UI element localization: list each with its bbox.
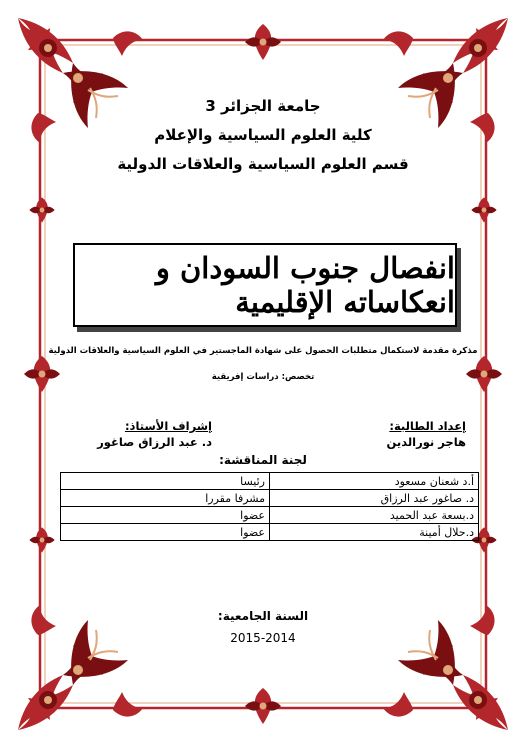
academic-year-label: السنة الجامعية: — [217, 609, 309, 623]
member-name: د. صاغور عبد الرزاق — [270, 490, 479, 507]
university-name: جامعة الجزائر 3 — [205, 97, 321, 115]
supervisor-name: د. عبد الرزاق صاغور — [97, 435, 212, 449]
department-name: قسم العلوم السياسية والعلاقات الدولية — [117, 155, 409, 173]
faculty-name: كلية العلوم السياسية والإعلام — [154, 126, 372, 144]
member-role: عضوا — [61, 507, 270, 524]
student-label: إعداد الطالبة: — [389, 419, 466, 433]
member-role: رئيسا — [61, 473, 270, 490]
committee-table — [60, 472, 479, 541]
member-name: د.بسعة عبد الحميد — [270, 507, 479, 524]
thesis-title: انفصال جنوب السودان و انعكاساته الإقليمية — [155, 251, 455, 319]
committee-title: لجنة المناقشة: — [219, 453, 307, 467]
member-role: عضوا — [61, 524, 270, 541]
specialization: تخصص: دراسات إفريقية — [211, 372, 315, 382]
table-row — [61, 524, 479, 541]
member-name: أ.د شعنان مسعود — [270, 473, 479, 490]
thesis-memo: مذكرة مقدمة لاستكمال متطلبات الحصول على شهادة الماجستير في العلوم السياسية والعلاقات الدولية — [48, 346, 478, 356]
supervisor-label: إشراف الأستاذ: — [124, 419, 212, 433]
thesis-title-box — [73, 243, 457, 327]
table-row — [61, 473, 479, 490]
table-row — [61, 507, 479, 524]
academic-year-value: 2015-2014 — [230, 631, 296, 645]
member-role: مشرفا مقررا — [61, 490, 270, 507]
student-name: هاجر نورالدين — [386, 435, 466, 449]
member-name: د.حلال أمينة — [270, 524, 479, 541]
table-row — [61, 490, 479, 507]
